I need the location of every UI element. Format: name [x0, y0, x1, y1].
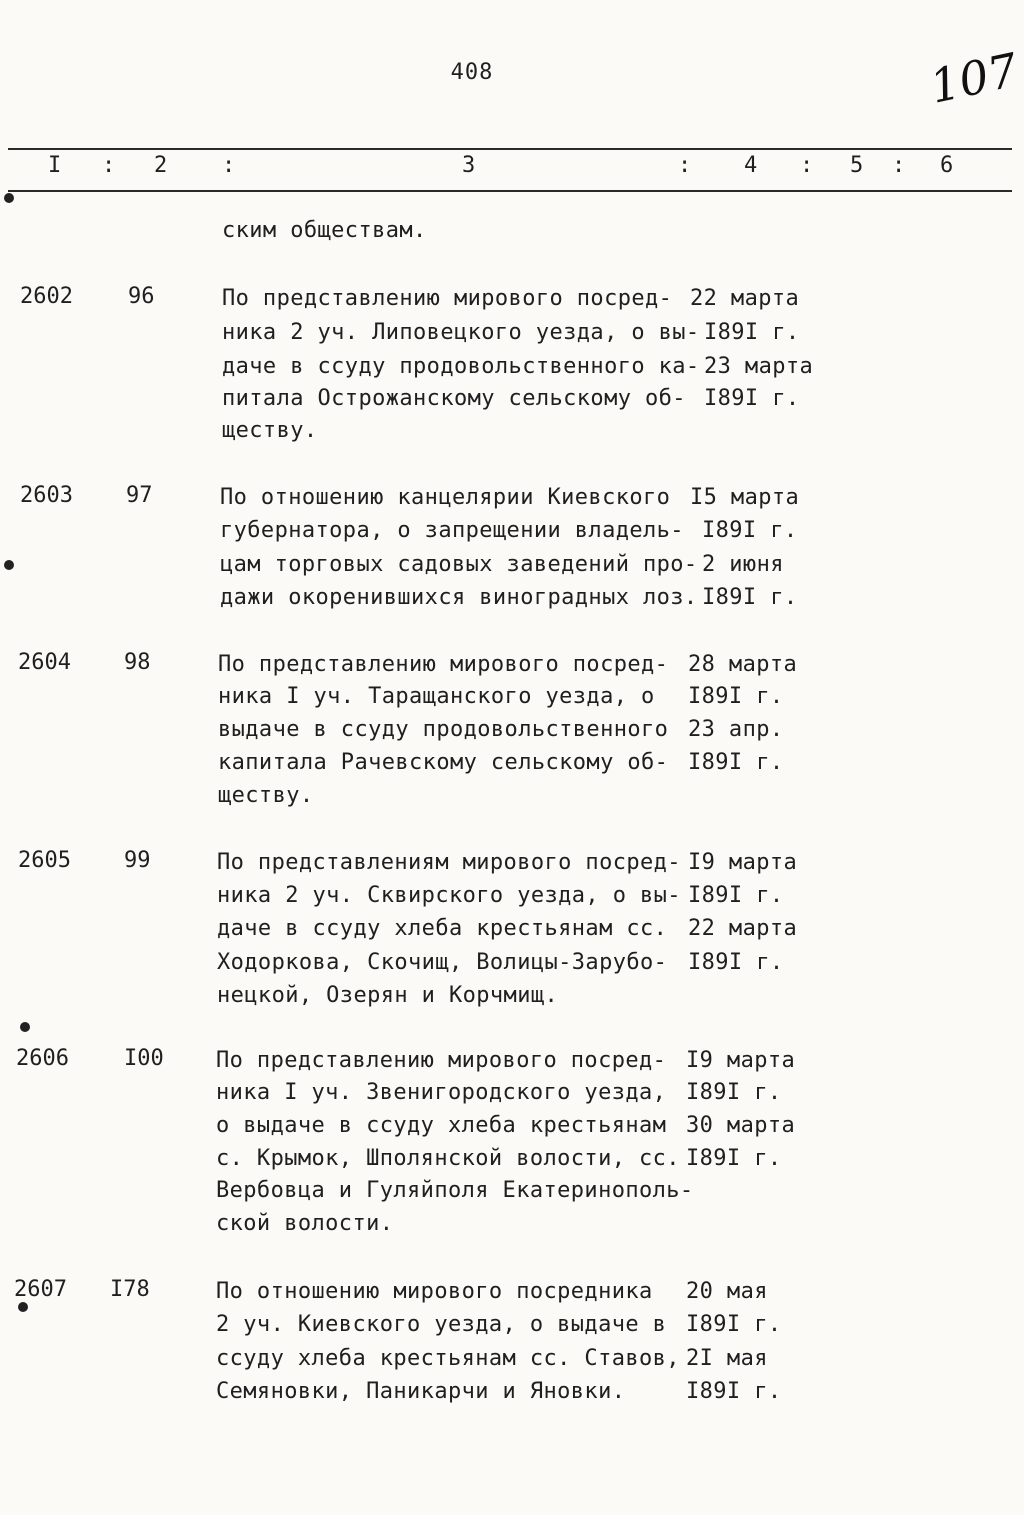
description-line: ника I уч. Таращанского уезда, о [218, 684, 655, 709]
description-line: питала Острожанскому сельскому об- [222, 386, 686, 411]
binding-hole-mark [4, 560, 14, 570]
date-line: 22 марта [688, 916, 798, 941]
description-line: даче в ссуду продовольственного ка- [222, 354, 700, 379]
sheet-number: 96 [128, 284, 155, 309]
column-separator: : [102, 153, 116, 178]
description-line: По представлению мирового посред- [216, 1048, 667, 1073]
date-line: I9 марта [688, 850, 798, 875]
date-line: 30 марта [686, 1113, 796, 1138]
description-line: цам торговых садовых заведений про- [220, 552, 698, 577]
description-line: Семяновки, Паникарчи и Яновки. [216, 1379, 626, 1404]
header-top-rule [8, 148, 1012, 150]
date-line: I89I г. [702, 518, 798, 543]
description-line: ской волости. [216, 1211, 394, 1236]
description-line: дажи окоренившихся виноградных лоз. [220, 585, 698, 610]
column-header-2: 2 [154, 153, 168, 178]
date-line: I89I г. [686, 1379, 782, 1404]
entry-number: 2604 [18, 650, 71, 675]
description-line: ника 2 уч. Сквирского уезда, о вы- [217, 883, 681, 908]
column-separator: : [800, 153, 814, 178]
date-line: 2I мая [686, 1346, 768, 1371]
sheet-number: 97 [126, 483, 153, 508]
description-line: ника I уч. Звенигородского уезда, [216, 1080, 667, 1105]
description-line: ществу. [218, 783, 314, 808]
binding-hole-mark [18, 1302, 28, 1312]
sheet-number: 99 [124, 848, 151, 873]
description-line: нецкой, Озерян и Корчмищ. [217, 983, 559, 1008]
column-header-5: 5 [850, 153, 864, 178]
description-line: даче в ссуду хлеба крестьянам сс. [217, 916, 668, 941]
date-line: 28 марта [688, 652, 798, 677]
description-line: ника 2 уч. Липовецкого уезда, о вы- [222, 320, 700, 345]
date-line: I89I г. [704, 386, 800, 411]
entry-number: 2606 [16, 1046, 69, 1071]
binding-hole-mark [4, 193, 14, 203]
column-header-1: I [48, 153, 62, 178]
description-line: По представлению мирового посред- [222, 286, 673, 311]
date-line: I89I г. [688, 750, 784, 775]
date-line: I89I г. [702, 585, 798, 610]
description-line: губернатора, о запрещении владель- [220, 518, 684, 543]
date-line: 23 апр. [688, 717, 784, 742]
sheet-number: 98 [124, 650, 151, 675]
column-header-6: 6 [940, 153, 954, 178]
column-separator: : [678, 153, 692, 178]
date-line: 2 июня [702, 552, 784, 577]
description-line: о выдаче в ссуду хлеба крестьянам [216, 1113, 667, 1138]
description-line: По представлению мирового посред- [218, 652, 669, 677]
entry-number: 2602 [20, 284, 73, 309]
column-separator: : [892, 153, 906, 178]
date-line: I89I г. [686, 1312, 782, 1337]
sheet-number: I78 [110, 1277, 150, 1302]
date-line: I89I г. [688, 950, 784, 975]
handwritten-folio-number: 107 [925, 42, 1023, 114]
description-line: По отношению канцелярии Киевского [220, 485, 671, 510]
column-separator: : [222, 153, 236, 178]
page-number: 408 [450, 60, 494, 85]
date-line: I89I г. [688, 684, 784, 709]
date-line: I9 марта [686, 1048, 796, 1073]
entry-number: 2603 [20, 483, 73, 508]
description-line: ссуду хлеба крестьянам сс. Ставов, [216, 1346, 680, 1371]
date-line: I89I г. [704, 320, 800, 345]
date-line: 23 марта [704, 354, 814, 379]
description-line: выдаче в ссуду продовольственного [218, 717, 669, 742]
description-line: 2 уч. Киевского уезда, о выдаче в [216, 1312, 667, 1337]
description-line: ществу. [222, 418, 318, 443]
date-line: 22 марта [690, 286, 800, 311]
description-line: Вербовца и Гуляйполя Екатеринополь- [216, 1178, 694, 1203]
description-line: капитала Рачевскому сельскому об- [218, 750, 669, 775]
continuation-text: ским обществам. [222, 218, 427, 243]
date-line: I5 марта [690, 485, 800, 510]
description-line: По отношению мирового посредника [216, 1279, 653, 1304]
date-line: I89I г. [688, 883, 784, 908]
binding-hole-mark [20, 1022, 30, 1032]
sheet-number: I00 [124, 1046, 164, 1071]
header-bottom-rule [8, 190, 1012, 192]
entry-number: 2607 [14, 1277, 67, 1302]
entry-number: 2605 [18, 848, 71, 873]
date-line: I89I г. [686, 1080, 782, 1105]
date-line: I89I г. [686, 1146, 782, 1171]
date-line: 20 мая [686, 1279, 768, 1304]
description-line: По представлениям мирового посред- [217, 850, 681, 875]
column-header-3: 3 [462, 153, 476, 178]
description-line: Ходоркова, Скочищ, Волицы-Зарубо- [217, 950, 668, 975]
description-line: с. Крымок, Шполянской волости, сс. [216, 1146, 680, 1171]
column-header-4: 4 [744, 153, 758, 178]
